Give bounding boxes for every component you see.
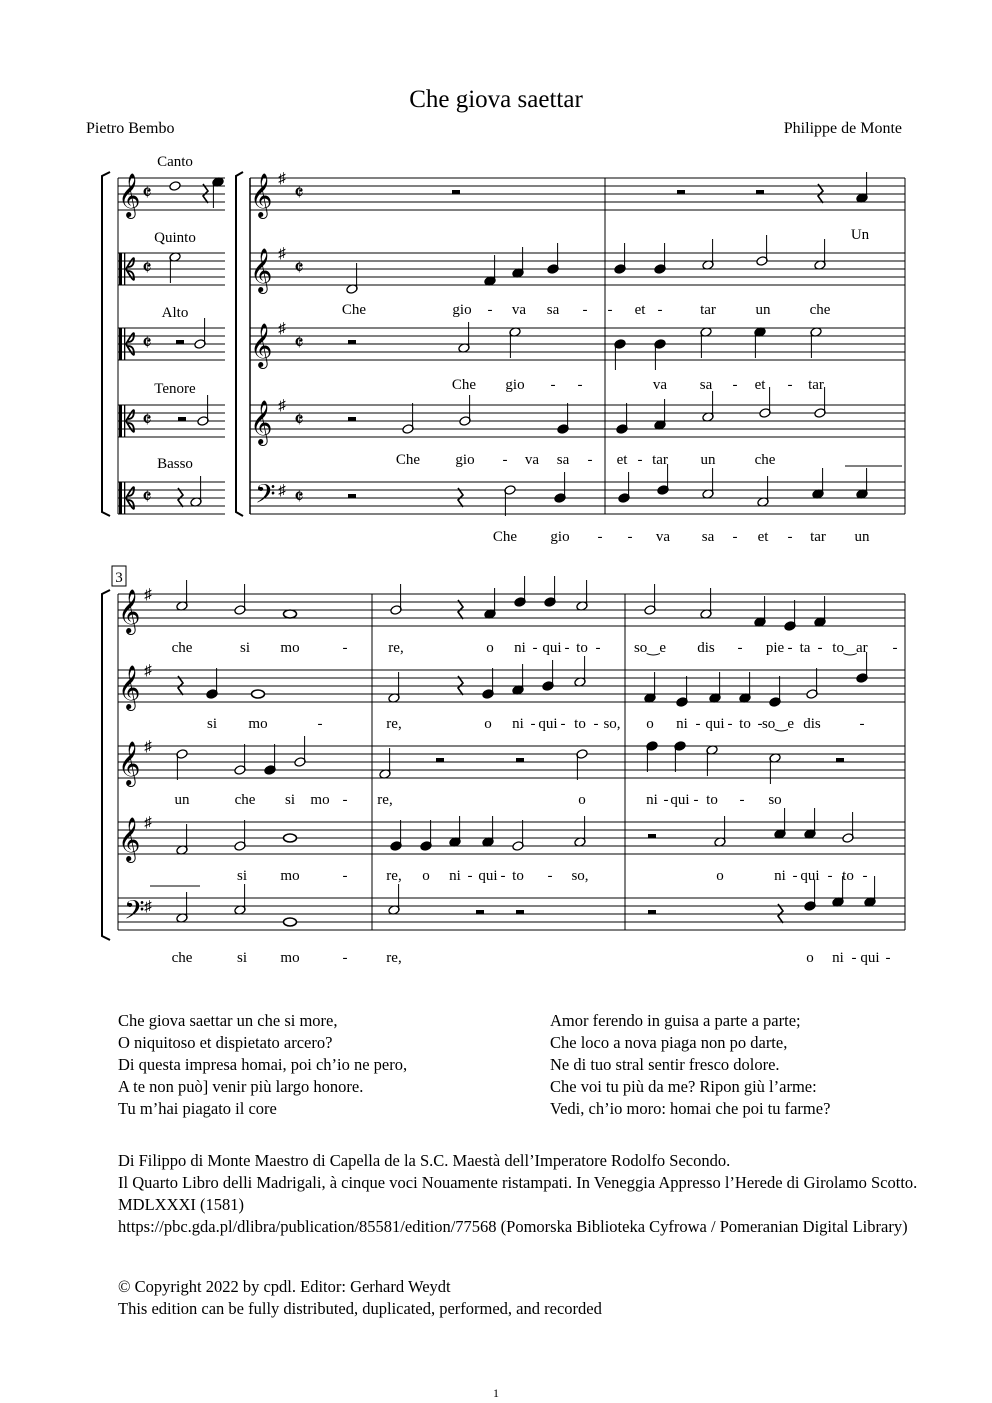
lyric-syllable: va (511, 302, 527, 318)
page-title: Che giova saettar (409, 86, 583, 113)
lyric-syllable: o (484, 716, 492, 732)
lyric-syllable: - (597, 529, 603, 545)
lyric-syllable: sa (699, 377, 713, 393)
poem-line: Vedi, ch’io moro: homai che poi tu farme? (550, 1099, 831, 1118)
cut-time-icon: 𝄵 (294, 330, 304, 355)
lyric-syllable: Che (451, 377, 477, 393)
lyric-syllable: to (842, 868, 854, 884)
lyric-syllable: to (706, 792, 718, 808)
treble-clef-icon: 𝄞 (118, 667, 141, 709)
lyric-syllable: qui (478, 868, 498, 884)
lyric-syllable: ta (799, 640, 811, 656)
lyric-syllable: re, (386, 716, 402, 732)
cut-time-icon: 𝄵 (294, 255, 304, 280)
rest (348, 494, 356, 498)
rest (348, 340, 356, 344)
composer-name: Philippe de Monte (783, 120, 902, 137)
key-sharp-icon: ♯ (144, 663, 152, 679)
lyric-syllable: - (530, 716, 536, 732)
c-clef-icon (124, 405, 125, 437)
lyric-syllable: - (595, 640, 601, 656)
key-sharp-icon: ♯ (278, 321, 286, 337)
lyric-syllable: - (885, 950, 891, 966)
system-bracket (102, 590, 110, 940)
lyric-syllable: che (171, 950, 193, 966)
lyric-syllable: Che (492, 529, 518, 545)
lyric-syllable: - (342, 640, 348, 656)
poem-line: Tu m’hai piagato il core (118, 1099, 277, 1118)
bass-clef-icon: 𝄢 (124, 895, 145, 931)
whole-note (284, 918, 297, 926)
key-sharp-icon: ♯ (144, 739, 152, 755)
c-clef-icon (119, 328, 122, 360)
lyric-syllable: - (587, 452, 593, 468)
lyric-syllable: et (754, 377, 766, 393)
cut-time-icon: 𝄵 (142, 180, 152, 205)
lyric-syllable: re, (386, 868, 402, 884)
rest (452, 190, 460, 194)
lyric-syllable: - (577, 377, 583, 393)
lyric-syllable: o (422, 868, 430, 884)
lyric-syllable: - (637, 452, 643, 468)
lyric-syllable: gio (455, 452, 475, 468)
lyric-syllable: ni (774, 868, 786, 884)
lyric-syllable: qui (670, 792, 690, 808)
lyric-syllable: che (171, 640, 193, 656)
lyric-syllable: si (284, 792, 296, 808)
poem-stanza-right (550, 1010, 830, 1120)
lyric-syllable: si (236, 950, 248, 966)
c-clef-icon (124, 253, 125, 285)
lyric-syllable: che (754, 452, 776, 468)
rest (436, 758, 444, 762)
lyric-syllable: qui (705, 716, 725, 732)
treble-clef-icon: 𝄞 (250, 325, 273, 367)
lyric-syllable: un (854, 529, 870, 545)
lyric-syllable: che (234, 792, 256, 808)
poem-line: Ne di tuo stral sentir fresco dolore. (550, 1055, 780, 1074)
cut-time-icon: 𝄵 (142, 407, 152, 432)
poem-line: Che loco a nova piaga non po darte, (550, 1033, 788, 1052)
rest (516, 910, 524, 914)
lyric-syllable: dis (803, 716, 821, 732)
lyric-syllable: so (768, 792, 782, 808)
lyric-syllable: si (236, 868, 248, 884)
whole-note (284, 834, 297, 842)
lyric-syllable: - (342, 792, 348, 808)
lyric-syllable: - (695, 716, 701, 732)
lyric-syllable: - (317, 716, 323, 732)
lyric-syllable: - (739, 792, 745, 808)
poet-name: Pietro Bembo (86, 120, 175, 137)
copyright-note (118, 1276, 938, 1320)
c-clef-icon (119, 405, 122, 437)
lyric-syllable: si (239, 640, 251, 656)
lyric-syllable: re, (386, 950, 402, 966)
lyric-syllable: so‿e (633, 640, 667, 656)
lyric-syllable: dis (697, 640, 715, 656)
treble-clef-icon: 𝄞 (250, 402, 273, 444)
lyric-syllable: - (342, 950, 348, 966)
cut-time-icon: 𝄵 (142, 255, 152, 280)
rest (648, 910, 656, 914)
lyric-syllable: et (757, 529, 769, 545)
lyric-syllable: - (550, 377, 556, 393)
lyric-syllable: sa (546, 302, 560, 318)
treble-clef-icon: 𝄞 (250, 250, 273, 292)
rest (176, 340, 184, 344)
rest (348, 417, 356, 421)
lyric-syllable: o (486, 640, 494, 656)
key-sharp-icon: ♯ (278, 483, 286, 499)
lyric-syllable: - (862, 868, 868, 884)
lyric-syllable: tar (810, 529, 826, 545)
cut-time-icon: 𝄵 (294, 180, 304, 205)
lyric-syllable: pie (765, 640, 785, 656)
lyric-syllable: qui (538, 716, 558, 732)
lyric-syllable: so, (571, 868, 589, 884)
treble-clef-icon: 𝄞 (118, 743, 141, 785)
lyric-syllable: - (732, 529, 738, 545)
whole-note (284, 610, 297, 618)
lyric-syllable: - (547, 868, 553, 884)
rest (756, 190, 764, 194)
voice-name-alto: Alto (161, 305, 189, 321)
lyric-syllable: - (593, 716, 599, 732)
treble-clef-icon: 𝄞 (118, 591, 141, 633)
rest (178, 417, 186, 421)
voice-name-tenore: Tenore (154, 381, 196, 397)
lyric-syllable: - (564, 640, 570, 656)
lyric-syllable: Che (341, 302, 367, 318)
poem-line: Di questa impresa homai, poi ch’io ne pero, (118, 1055, 408, 1074)
lyric-syllable: - (487, 302, 493, 318)
lyric-syllable: un (174, 792, 190, 808)
lyric-syllable: va (524, 452, 540, 468)
key-sharp-icon: ♯ (278, 246, 286, 262)
lyric-syllable: - (892, 640, 898, 656)
lyric-syllable: tar (700, 302, 716, 318)
cut-time-icon: 𝄵 (142, 330, 152, 355)
poem-line: Che giova saettar un che si more, (118, 1011, 338, 1030)
c-clef-icon (124, 328, 125, 360)
lyric-syllable: gio (452, 302, 472, 318)
c-clef-icon (119, 253, 122, 285)
lyric-syllable: gio (505, 377, 525, 393)
lyric-syllable: - (792, 868, 798, 884)
treble-clef-icon: 𝄞 (118, 819, 141, 861)
lyric-syllable: sa (701, 529, 715, 545)
lyric-syllable: qui (860, 950, 880, 966)
cut-time-icon: 𝄵 (294, 484, 304, 509)
lyric-syllable: to (512, 868, 524, 884)
lyric-syllable: sa (556, 452, 570, 468)
lyric-syllable: mo (280, 868, 300, 884)
lyric-syllable: ni (512, 716, 524, 732)
lyric-syllable: - (607, 302, 613, 318)
lyric-syllable: - (502, 452, 508, 468)
source-line: Il Quarto Libro delli Madrigali, à cinque voci Nouamente ristampati. In Veneggia Appresso l’Herede di Girolamo Scotto. MDLXXXI (1581) (118, 1173, 918, 1214)
lyric-syllable: o (806, 950, 814, 966)
lyric-syllable: - (532, 640, 538, 656)
lyric-syllable: tar (652, 452, 668, 468)
key-sharp-icon: ♯ (278, 398, 286, 414)
lyric-syllable: qui (542, 640, 562, 656)
lyric-syllable: - (560, 716, 566, 732)
system-bracket (236, 172, 243, 516)
treble-clef-icon: 𝄞 (250, 175, 273, 217)
poem-line: Che voi tu più da me? Ripon giù l’arme: (550, 1077, 817, 1096)
lyric-syllable: mo (310, 792, 330, 808)
lyric-syllable: va (655, 529, 671, 545)
cut-time-icon: 𝄵 (142, 484, 152, 509)
rest (476, 910, 484, 914)
lyric-syllable: et (634, 302, 646, 318)
lyric-syllable: to (574, 716, 586, 732)
rest (677, 190, 685, 194)
lyric-syllable: - (663, 792, 669, 808)
lyric-syllable: - (342, 868, 348, 884)
poem-line: A te non può] venir più largo honore. (118, 1077, 364, 1096)
lyric-syllable: to‿ar (832, 640, 868, 656)
lyric-syllable: Che (395, 452, 421, 468)
voice-name-quinto: Quinto (154, 230, 196, 246)
lyric-syllable: so, (603, 716, 621, 732)
poem-stanza-left (118, 1010, 407, 1120)
lyric-syllable: - (500, 868, 506, 884)
lyric-syllable: gio (550, 529, 570, 545)
lyric-syllable: - (827, 868, 833, 884)
c-clef-icon (124, 482, 125, 514)
lyric-syllable: ni (646, 792, 658, 808)
lyric-syllable: - (627, 529, 633, 545)
treble-clef-icon: 𝄞 (118, 175, 141, 217)
lyric-syllable: un (700, 452, 716, 468)
note-head (169, 181, 181, 192)
lyric-syllable: - (657, 302, 663, 318)
lyric-syllable: - (757, 716, 763, 732)
lyric-syllable: Un (850, 227, 870, 243)
lyric-syllable: tar (808, 377, 824, 393)
lyric-syllable: ni (676, 716, 688, 732)
lyric-syllable: - (859, 716, 865, 732)
lyric-syllable: so‿e (761, 716, 795, 732)
rest (648, 834, 656, 838)
key-sharp-icon: ♯ (144, 815, 152, 831)
page-number: 1 (493, 1386, 499, 1400)
license-line: This edition can be fully distributed, duplicated, performed, and recorded (118, 1299, 602, 1318)
lyric-syllable: ni (449, 868, 461, 884)
lyric-syllable: si (206, 716, 218, 732)
poem-line: O niquitoso et dispietato arcero? (118, 1033, 333, 1052)
lyric-syllable: re, (388, 640, 404, 656)
score-texts (112, 154, 902, 966)
lyric-syllable: - (693, 792, 699, 808)
lyric-syllable: mo (248, 716, 268, 732)
lyric-syllable: to (739, 716, 751, 732)
source-line: Di Filippo di Monte Maestro di Capella de la S.C. Maestà dell’Imperatore Rodolfo Secondo. (118, 1151, 731, 1170)
lyric-syllable: o (716, 868, 724, 884)
lyric-syllable: to (576, 640, 588, 656)
whole-note (252, 690, 265, 698)
c-clef-icon (119, 482, 122, 514)
source-note (118, 1150, 938, 1238)
key-sharp-icon: ♯ (144, 899, 152, 915)
lyric-syllable: - (787, 640, 793, 656)
key-sharp-icon: ♯ (278, 171, 286, 187)
lyric-syllable: - (787, 377, 793, 393)
voice-name-basso: Basso (157, 456, 193, 472)
bass-clef-icon: 𝄢 (255, 479, 276, 515)
lyric-syllable: che (809, 302, 831, 318)
lyric-syllable: un (755, 302, 771, 318)
lyric-syllable: - (851, 950, 857, 966)
source-url: https://pbc.gda.pl/dlibra/publication/85581/edition/77568 (Pomorska Biblioteka Cyfrowa / Pomeranian Digital Library) (118, 1217, 908, 1236)
lyric-syllable: - (582, 302, 588, 318)
lyric-syllable: et (616, 452, 628, 468)
lyric-syllable: - (737, 640, 743, 656)
lyric-syllable: - (727, 716, 733, 732)
lyric-syllable: - (467, 868, 473, 884)
rest (516, 758, 524, 762)
lyric-syllable: o (578, 792, 586, 808)
measure-number: 3 (115, 570, 123, 586)
cut-time-icon: 𝄵 (294, 407, 304, 432)
voice-name-canto: Canto (157, 154, 193, 170)
system-bracket (102, 172, 110, 516)
lyric-syllable: - (817, 640, 823, 656)
lyric-syllable: re, (377, 792, 393, 808)
lyric-syllable: qui (800, 868, 820, 884)
lyric-syllable: mo (280, 640, 300, 656)
copyright-line: © Copyright 2022 by cpdl. Editor: Gerhard Weydt (118, 1277, 451, 1296)
rest (836, 758, 844, 762)
lyric-syllable: ni (832, 950, 844, 966)
lyric-syllable: ni (514, 640, 526, 656)
key-sharp-icon: ♯ (144, 587, 152, 603)
lyric-syllable: va (652, 377, 668, 393)
lyric-syllable: mo (280, 950, 300, 966)
lyric-syllable: o (646, 716, 654, 732)
lyric-syllable: - (787, 529, 793, 545)
lyric-syllable: - (732, 377, 738, 393)
poem-line: Amor ferendo in guisa a parte a parte; (550, 1011, 801, 1030)
